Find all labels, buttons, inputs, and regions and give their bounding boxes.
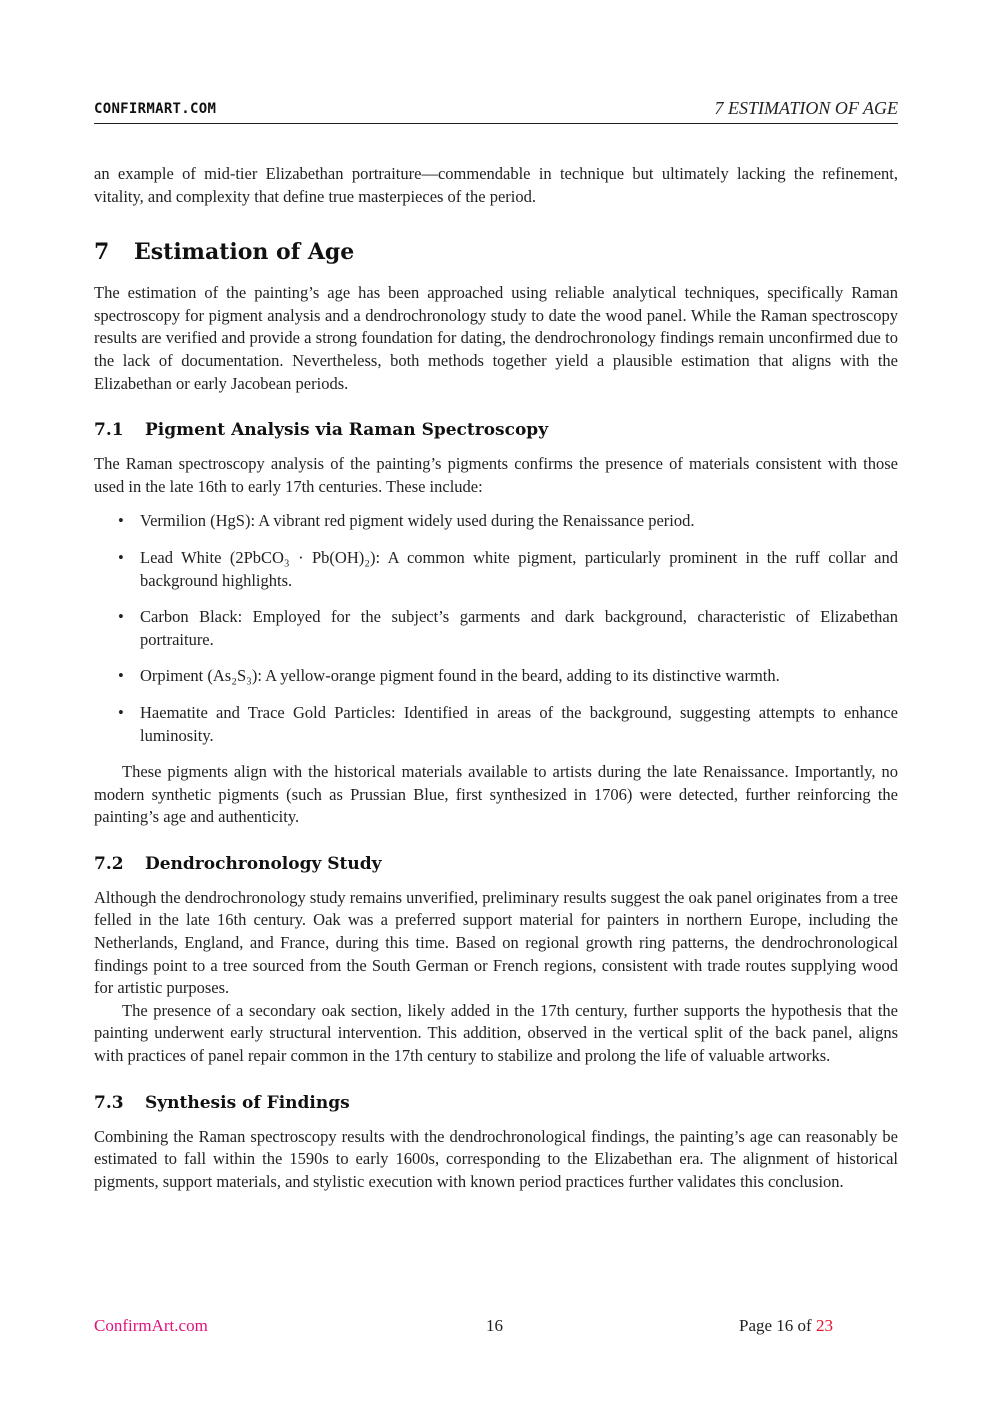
subsection-heading-7-3 [94,1092,898,1114]
list-item-text: Carbon Black: Employed for the subject’s garments and dark background, characteristic of Elizabethan portraiture. [140,607,898,649]
intro-paragraph: an example of mid-tier Elizabethan portraiture—commendable in technique but ultimately lacking the refinement, vitality, and complexity that define true masterpieces of the period. [94,164,898,206]
bullet-icon: • [118,547,124,567]
subsection-number: 7.1 [94,420,124,441]
list-item [94,606,898,651]
bullet-icon: • [118,666,124,686]
bullet-icon: • [118,702,124,722]
list-item [94,510,898,533]
subsection-heading-7-1 [94,419,898,441]
bullet-icon: • [118,511,124,531]
subsection-closing-paragraph: These pigments align with the historical materials available to artists during the late Renaissance. Importantly, no modern synthetic pigments (such as Prussian Blue, first synthesized in 1706) were detected, further reinforcing the painting’s age and authenticity. [94,762,898,827]
list-item [94,547,898,592]
list-item-text: Orpiment (As₂S₃): A yellow-orange pigment found in the beard, adding to its distinctive warmth. [140,666,780,686]
subsection-heading-7-2 [94,853,898,875]
section-number: 7 [94,239,110,266]
list-item [94,665,898,688]
pigment-list [94,510,898,747]
running-header [94,99,898,124]
page-body [94,163,898,1193]
subsection-paragraph: The presence of a secondary oak section, likely added in the 17th century, further supports the hypothesis that the painting underwent early structural intervention. This addition, observed in the vertical split of the back panel, aligns with practices of panel repair common in the 17th century to stabilize and prolong the life of valuable artworks. [94,1000,898,1066]
subsection-title: Dendrochronology Study [145,853,382,874]
footer-page-number: 16 [486,1316,503,1335]
subsection-number: 7.2 [94,853,124,874]
list-item [94,702,898,747]
subsection-title: Synthesis of Findings [145,1092,350,1113]
footer-page-count [739,1316,833,1336]
subsection-paragraph: Although the dendrochronology study remains unverified, preliminary results suggest the oak panel originates from a tree felled in the late 16th century. Oak was a preferred support material for painters in northern Europe, including the Netherlands, England, and France, during this time. Based on regional growth ring patterns, the dendrochronological findings point to a tree sourced from the South German or French regions, consistent with trade routes supplying wood for artistic purposes. [94,887,898,998]
section-title: Estimation of Age [134,239,355,266]
site-logo: CONFIRMART.COM [94,101,217,117]
page-label: Page 16 of [739,1316,812,1335]
subsection-paragraph: The Raman spectroscopy analysis of the painting’s pigments confirms the presence of materials consistent with those used in the late 16th to early 17th centuries. These include: [94,454,898,496]
list-item-text: Haematite and Trace Gold Particles: Identified in areas of the background, suggesting attempts to enhance luminosity. [140,702,898,745]
section-heading [94,238,898,266]
total-pages-link[interactable]: 23 [815,1316,833,1335]
bullet-icon: • [118,607,124,627]
page-footer [94,1316,898,1340]
subsection-number: 7.3 [94,1092,124,1113]
list-item-text: Vermilion (HgS): A vibrant red pigment widely used during the Renaissance period. [140,511,695,531]
section-paragraph: The estimation of the painting’s age has been approached using reliable analytical techniques, specifically Raman spectroscopy for pigment analysis and a dendrochronology study to date the wood panel. While the Raman spectroscopy results are verified and provide a strong foundation for dating, the dendrochronology findings remain unconfirmed due to the lack of documentation. Nevertheless, both methods together yield a plausible estimation that aligns with the Elizabethan or early Jacobean periods. [94,283,898,393]
subsection-title: Pigment Analysis via Raman Spectroscopy [145,420,549,441]
footer-site-link[interactable]: ConfirmArt.com [94,1316,208,1335]
subsection-paragraph: Combining the Raman spectroscopy results with the dendrochronological findings, the painting’s age can reasonably be estimated to fall within the 1590s to early 1600s, corresponding to the Elizabethan era. The alignment of historical pigments, support materials, and stylistic execution with known period practices further validates this conclusion. [94,1126,898,1191]
list-item-text: Lead White (2PbCO₃ · Pb(OH)₂): A common white pigment, particularly prominent in the ruff collar and background highlights. [140,547,898,590]
running-section-title: 7 ESTIMATION OF AGE [714,98,898,118]
